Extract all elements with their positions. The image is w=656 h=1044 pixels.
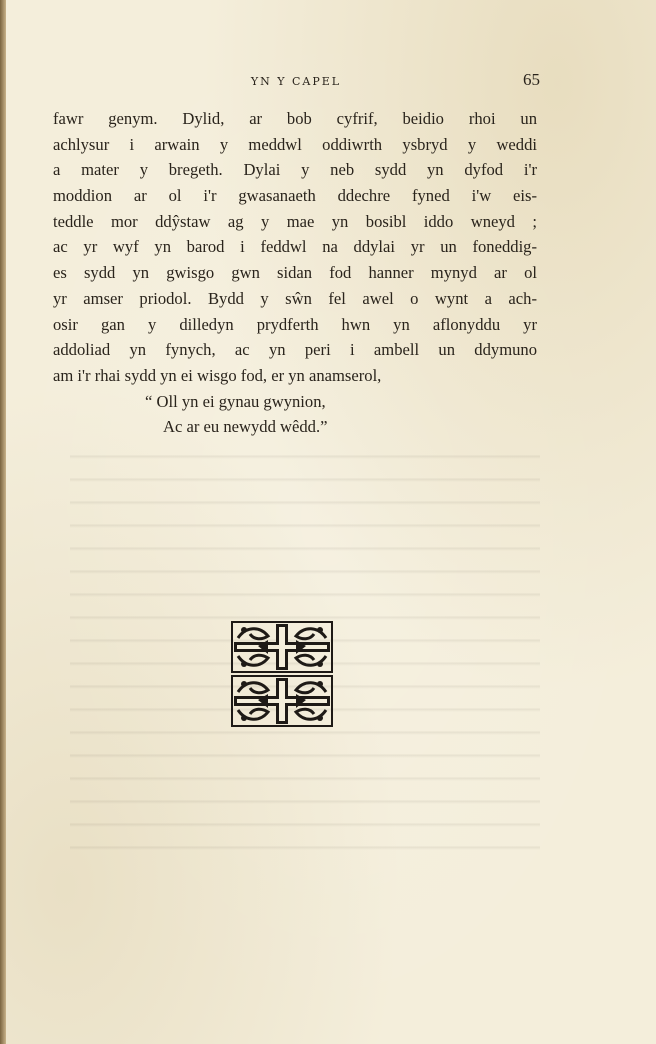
celtic-cross-fleuron-icon [228, 618, 336, 730]
text-line: ac yr wyf yn barod i feddwl na ddylai yr un foneddig- [53, 237, 537, 257]
body-text [53, 106, 537, 440]
text-line: a mater y bregeth. Dylai y neb sydd yn dyfod i'r [53, 160, 537, 180]
text-line: es sydd yn gwisgo gwn sidan fod hanner mynyd ar ol [53, 263, 537, 283]
text-line: yr amser priodol. Bydd y sŵn fel awel o wynt a ach- [53, 288, 537, 308]
text-line: achlysur i arwain y meddwl oddiwrth ysbryd y weddi [53, 134, 537, 154]
text-line: teddle mor ddŷstaw ag y mae yn bosibl iddo wneyd ; [53, 211, 537, 231]
page-edge [0, 0, 6, 1044]
text-line: moddion ar ol i'r gwasanaeth ddechre fyned i'w eis- [53, 186, 537, 206]
text-line: am i'r rhai sydd yn ei wisgo fod, er yn anamserol, [53, 365, 382, 385]
running-head [52, 70, 540, 94]
page-number: 65 [523, 70, 540, 89]
running-title: YN Y CAPEL [250, 75, 342, 88]
text-line: fawr genym. Dylid, ar bob cyfrif, beidio rhoi un [53, 109, 537, 128]
text-line: osir gan y dilledyn prydferth hwn yn aflonyddu yr [53, 314, 537, 334]
verse-line: “ Oll yn ei gynau gwynion, [145, 391, 326, 411]
text-line: addoliad yn fynych, ac yn peri i ambell un ddymuno [53, 340, 537, 360]
verse-line: Ac ar eu newydd wêdd.” [163, 417, 328, 437]
